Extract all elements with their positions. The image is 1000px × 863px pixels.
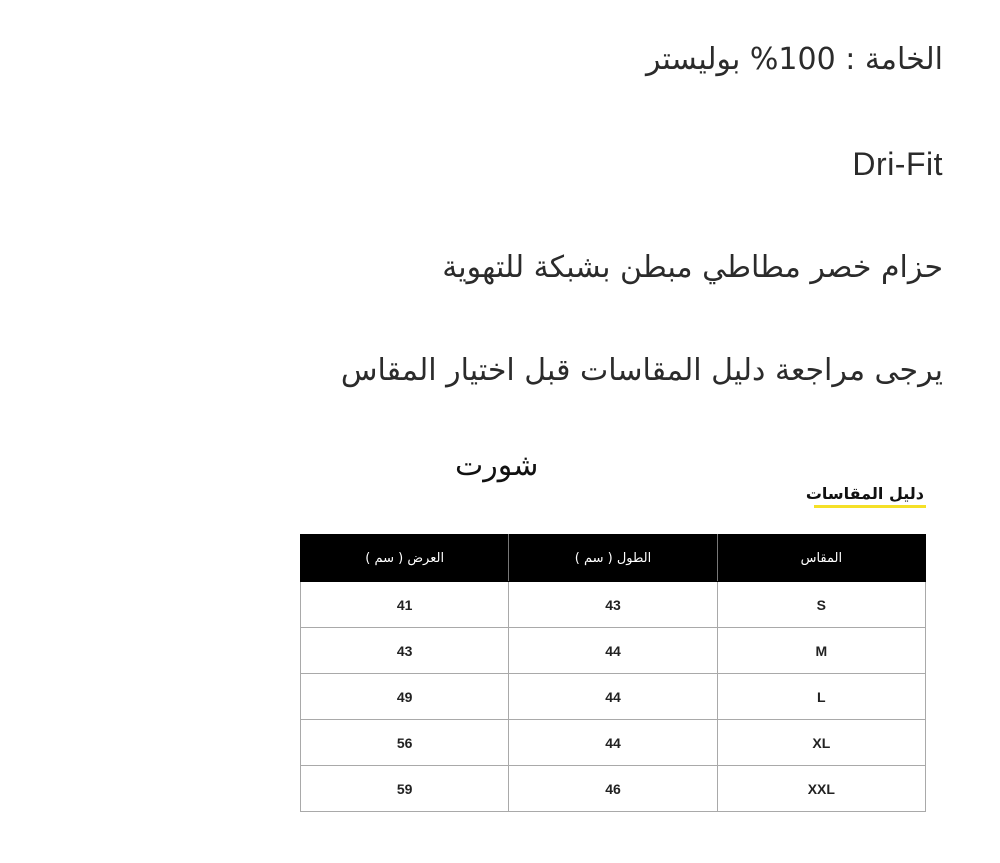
cell-width: 41 [301,582,509,628]
size-guide-title: دليل المقاسات [805,484,924,503]
material-text: الخامة : 100% بوليستر [645,42,943,77]
header-length: الطول ( سم ) [509,535,717,582]
size-guide-underline [814,505,926,508]
technology-text: Dri-Fit [852,146,943,182]
cell-length: 44 [509,674,717,720]
table-row [301,582,926,628]
cell-size: S [717,582,925,628]
size-note-text: يرجى مراجعة دليل المقاسات قبل اختيار المقاس [340,353,943,388]
cell-length: 44 [509,628,717,674]
cell-size: L [717,674,925,720]
table-row [301,720,926,766]
header-size: المقاس [717,535,925,582]
table-row [301,766,926,812]
cell-length: 46 [509,766,717,812]
table-row [301,674,926,720]
cell-width: 56 [301,720,509,766]
cell-length: 43 [509,582,717,628]
cell-width: 49 [301,674,509,720]
cell-size: M [717,628,925,674]
cell-length: 44 [509,720,717,766]
table-row [301,628,926,674]
product-title: شورت [455,448,539,483]
size-table-header-row [301,535,926,582]
header-width: العرض ( سم ) [301,535,509,582]
waistband-text: حزام خصر مطاطي مبطن بشبكة للتهوية [442,250,943,285]
size-table [300,534,926,812]
cell-size: XXL [717,766,925,812]
cell-size: XL [717,720,925,766]
cell-width: 59 [301,766,509,812]
cell-width: 43 [301,628,509,674]
